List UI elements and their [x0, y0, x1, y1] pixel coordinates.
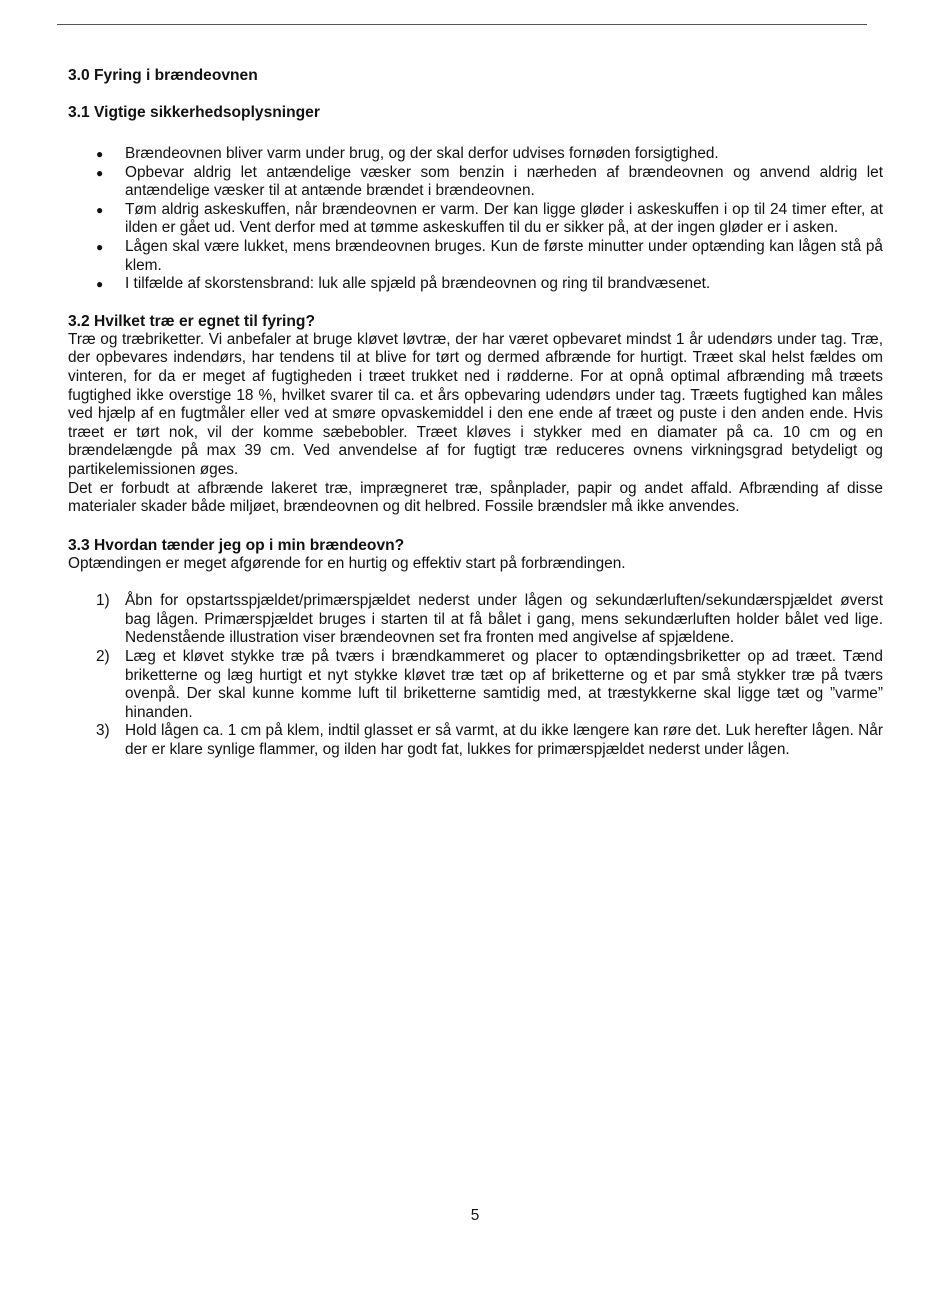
page-number: 5 [470, 1207, 480, 1224]
section-heading-3-1: 3.1 Vigtige sikkerhedsoplysninger [68, 104, 320, 121]
lighting-intro: Optændingen er meget afgørende for en hurtig og effektiv start på forbrændingen. [68, 554, 626, 572]
list-item: 3) Hold lågen ca. 1 cm på klem, indtil glasset er så varmt, at du ikke længere kan røre det. Luk herefter lågen. Når der er klare synlige flammer, og ilden har godt fat, lukkes for primærspjældet nederst under lågen. [96, 722, 883, 759]
safety-bullet-list [68, 145, 883, 294]
step-number: 2) [96, 648, 110, 666]
step-number: 1) [96, 592, 110, 610]
section-heading-3-0: 3.0 Fyring i brændeovnen [68, 67, 258, 84]
bullet-icon: ● [96, 239, 104, 254]
lighting-steps-list [68, 592, 883, 759]
bullet-icon: ● [96, 165, 104, 180]
header-rule [57, 24, 867, 25]
bullet-icon: ● [96, 147, 104, 161]
wood-section [68, 312, 883, 517]
list-item: ● Lågen skal være lukket, mens brændeovnen bruges. Kun de første minutter under optænding kan lågen stå på klem. [96, 237, 883, 274]
wood-paragraph: Træ og træbriketter. Vi anbefaler at bruge kløvet løvtræ, der har været opbevaret mindst 1 år udendørs under tag. Træ, der opbevares indendørs, har tendens til at blive for tørt og dermed afbrænde for hurtigt. Træet skal helst fældes om vinteren, for da er meget af fugtigheden i træet trukket ned i rødderne. For at opnå optimal afbrænding må træets fugtighed ikke overstige 18 %, hvilket svarer til ca. et års opbevaring udendørs under tag. Træets fugtighed kan måles ved hjælp af en fugtmåler eller ved at smøre opvaskemiddel i den ene ende af træet og puste i den anden ende. Hvis træet er tørt nok, vil der komme sæbebobler. Træet kløves i stykker med en diamater på ca. 10 cm og en brændelængde på max 39 cm. Ved anvendelse af for fugtigt træ reduceres ovnens virkningsgrad betydeligt og partikelemissionen øges. [68, 330, 883, 478]
list-item: ● Tøm aldrig askeskuffen, når brændeovnen er varm. Der kan ligge gløder i askeskuffen i op til 24 timer efter, at ilden er gået ud. Vent derfor med at tømme askeskuffen til du er sikker på, at der ingen gløder er i asken. [96, 200, 883, 237]
section-heading-3-3: 3.3 Hvordan tænder jeg op i min brændeovn? [68, 536, 405, 554]
wood-prohibition-paragraph: Det er forbudt at afbrænde lakeret træ, imprægneret træ, spånplader, papir og andet affald. Afbrænding af disse materialer skader både miljøet, brændeovnen og dit helbred. Fossile brændsler må ikke anvendes. [68, 479, 883, 516]
lighting-section [68, 536, 883, 760]
list-item: ● I tilfælde af skorstensbrand: luk alle spjæld på brændeovnen og ring til brandvæsenet. [96, 275, 711, 293]
list-item: 2) Læg et kløvet stykke træ på tværs i brændkammeret og placer to optændingsbriketter op ad træet. Tænd briketterne og læg hurtigt et nyt stykke kløvet træ tæt op af briketterne og et par små stykker træ på tværs ovenpå. Der skal kunne komme luft til briketterne samtidig med, at træstykkerne skal ligge tæt og ”varme” hinanden. [96, 648, 883, 721]
list-item: 1) Åbn for opstartsspjældet/primærspjældet nederst under lågen og sekundærluften/sekundærspjældet øverst bag lågen. Primærspjældet bruges i starten til at få bålet i gang, mens sekundærluften holder bålet ved lige. Nedenstående illustration viser brændeovnen set fra fronten med angivelse af spjældene. [96, 592, 883, 647]
list-item: ● Opbevar aldrig let antændelige væsker som benzin i nærheden af brændeovnen og anvend aldrig let antændelige væsker til at antænde brændet i brændeovnen. [96, 163, 883, 200]
section-heading-3-2: 3.2 Hvilket træ er egnet til fyring? [68, 312, 315, 330]
list-item: ● Brændeovnen bliver varm under brug, og der skal derfor udvises fornøden forsigtighed. [96, 145, 719, 162]
document-body [68, 66, 883, 760]
step-number: 3) [96, 722, 110, 740]
bullet-icon: ● [96, 202, 104, 217]
bullet-icon: ● [96, 277, 104, 292]
